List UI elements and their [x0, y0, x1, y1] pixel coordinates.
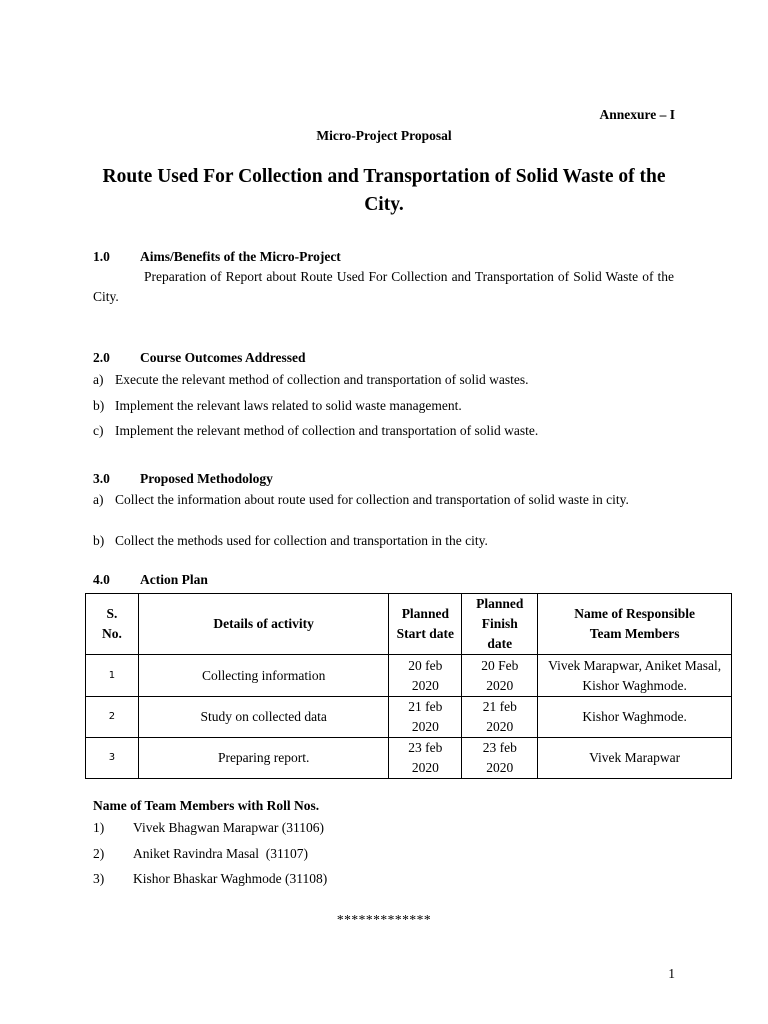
member-number: 3): [93, 871, 105, 886]
annexure-label: Annexure – I: [599, 107, 675, 122]
section-action-plan-heading: [93, 572, 208, 588]
header-sno: S. No.: [86, 594, 139, 655]
cell-finish: 23 feb 2020: [462, 738, 538, 779]
cell-sno: 3: [86, 738, 139, 779]
list-item-label: b): [93, 398, 105, 413]
section-number: 2.0: [93, 350, 110, 365]
list-item-label: a): [93, 492, 104, 507]
section-title: Course Outcomes Addressed: [140, 350, 306, 365]
list-item-text: Implement the relevant laws related to solid waste management.: [115, 398, 462, 413]
section-title: Proposed Methodology: [140, 471, 273, 486]
cell-sno: 2: [86, 697, 139, 738]
list-item-text: Execute the relevant method of collection and transportation of solid wastes.: [115, 372, 529, 387]
team-members-heading: Name of Team Members with Roll Nos.: [93, 798, 320, 813]
list-item: [93, 396, 674, 416]
page-number: 1: [668, 966, 675, 981]
document-title: Route Used For Collection and Transportation of Solid Waste of the City.: [102, 166, 666, 215]
list-item-text: Collect the methods used for collection and transportation in the city.: [115, 533, 488, 548]
list-item: [93, 846, 308, 862]
table-row: [86, 697, 732, 738]
table-header-row: [86, 594, 732, 655]
section-number: 4.0: [93, 572, 110, 587]
section-methodology-heading: [93, 471, 273, 487]
list-item-text: Collect the information about route used for collection and transportation of solid waste in city.: [115, 492, 629, 507]
cell-finish: 21 feb 2020: [462, 697, 538, 738]
cell-details: Collecting information: [138, 655, 388, 697]
cell-details: Preparing report.: [138, 738, 388, 779]
cell-members: Vivek Marapwar: [538, 738, 732, 779]
list-item-label: a): [93, 372, 104, 387]
section-title: Aims/Benefits of the Micro-Project: [140, 249, 341, 264]
proposal-label: Micro-Project Proposal: [316, 128, 452, 143]
member-name: Kishor Bhaskar Waghmode (31108): [133, 871, 328, 886]
cell-start: 21 feb 2020: [389, 697, 462, 738]
list-item: [93, 490, 674, 510]
cell-finish: 20 Feb 2020: [462, 655, 538, 697]
section-outcomes-heading: [93, 350, 306, 366]
cell-sno: 1: [86, 655, 139, 697]
list-item: [93, 421, 674, 441]
list-item-text: Implement the relevant method of collection and transportation of solid waste.: [115, 423, 539, 438]
list-item: [93, 531, 674, 551]
member-name: Aniket Ravindra Masal (31107): [133, 846, 308, 861]
cell-start: 23 feb 2020: [389, 738, 462, 779]
section-number: 3.0: [93, 471, 110, 486]
header-members: Name of Responsible Team Members: [538, 594, 732, 655]
cell-members: Kishor Waghmode.: [538, 697, 732, 738]
action-plan-table: [85, 593, 732, 779]
list-item: [93, 370, 674, 390]
header-details: Details of activity: [138, 594, 388, 655]
list-item: [93, 871, 327, 887]
table-row: [86, 738, 732, 779]
aims-paragraph: Preparation of Report about Route Used For Collection and Transportation of Solid Waste of the City.: [93, 269, 674, 304]
section-title: Action Plan: [140, 572, 208, 587]
member-number: 1): [93, 820, 105, 835]
cell-members: Vivek Marapwar, Aniket Masal, Kishor Waghmode.: [538, 655, 732, 697]
header-finish: Planned Finish date: [462, 594, 538, 655]
cell-start: 20 feb 2020: [389, 655, 462, 697]
list-item-label: c): [93, 423, 104, 438]
section-number: 1.0: [93, 249, 110, 264]
member-number: 2): [93, 846, 105, 861]
list-item: [93, 820, 324, 836]
member-name: Vivek Bhagwan Marapwar (31106): [133, 820, 325, 835]
table-row: [86, 655, 732, 697]
cell-details: Study on collected data: [138, 697, 388, 738]
section-aims-heading: [93, 249, 341, 265]
list-item-label: b): [93, 533, 105, 548]
separator-stars: *************: [336, 912, 432, 927]
header-start: Planned Start date: [389, 594, 462, 655]
